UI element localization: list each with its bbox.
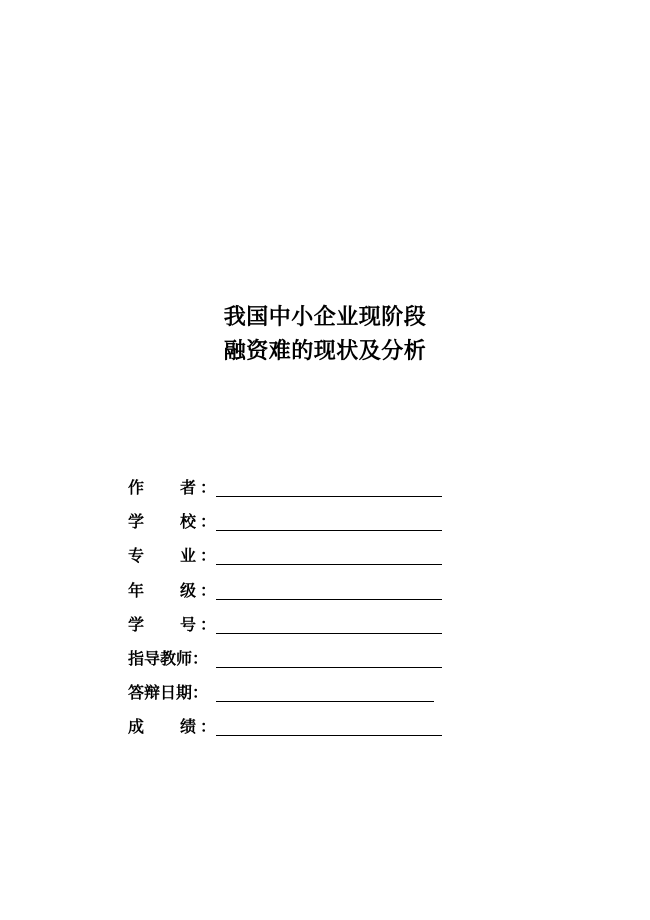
title-line-2: 融资难的现状及分析 [223,339,427,364]
advisor-fill-line[interactable] [216,667,442,668]
author-fill-line[interactable] [216,496,442,497]
grade-fill-line[interactable] [216,599,442,600]
score-fill-line[interactable] [216,735,442,736]
field-label: 专 业 ： [128,546,217,566]
field-label: 作 者 ： [128,478,217,497]
school-fill-line[interactable] [216,530,442,531]
title-line-1: 我国中小企业现阶段 [223,305,427,330]
defense-date-fill-line[interactable] [216,701,434,702]
document-title [0,301,650,369]
field-label: 指导教师： [128,648,209,668]
field-label: 学 校 ： [128,512,217,532]
student-id-fill-line[interactable] [216,633,442,634]
field-label: 成 绩 ： [128,717,217,737]
field-label: 年 级 ： [128,580,217,600]
field-label: 学 号 ： [128,614,217,634]
field-label: 答辩日期： [128,683,209,703]
major-fill-line[interactable] [216,564,442,565]
